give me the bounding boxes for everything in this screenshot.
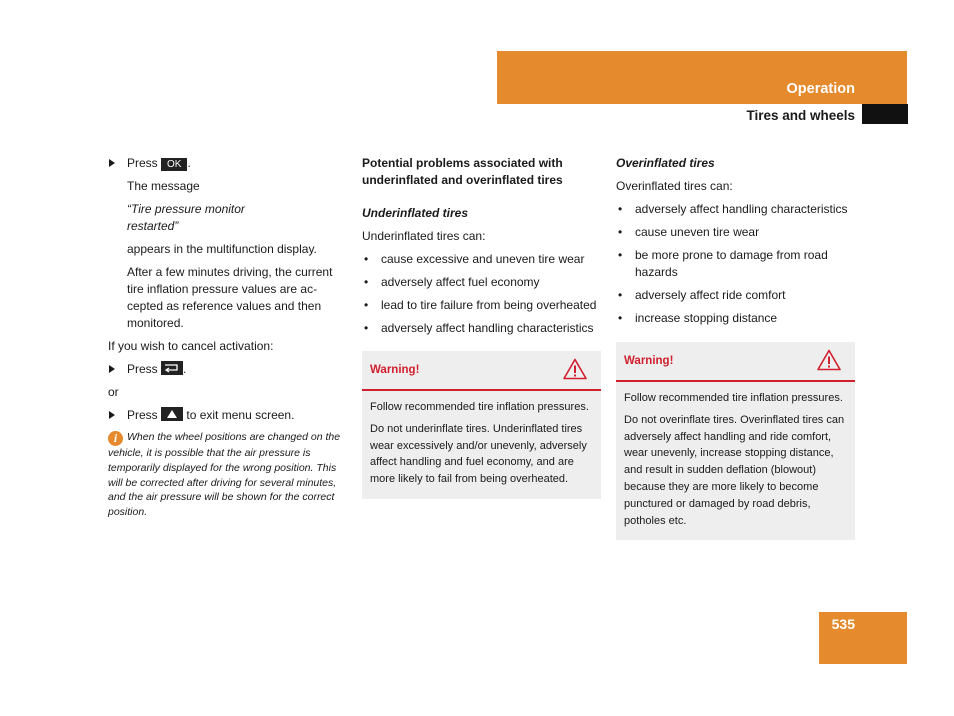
step-press-ok: Press OK . [108, 155, 348, 172]
warning-box [362, 351, 601, 499]
warning-body [362, 391, 601, 499]
warning-text: Follow recommended tire inflation pressures. [624, 392, 843, 404]
up-button-icon [161, 407, 183, 421]
list-item: • be more prone to damage from road hazards [618, 248, 828, 279]
warning-text: Do not overinflate tires. Overinflated tires can adversely affect handling and ride comfort, wear unevenly, increase stopping distance, and result in sudden deflation (blowout) because they are more likely to become punctured or damaged by road debris, potholes etc. [624, 413, 845, 527]
step-arrow-icon [109, 365, 115, 373]
back-button-icon [161, 361, 183, 375]
warning-triangle-icon [817, 349, 841, 376]
cancel-text: If you wish to cancel activation: [108, 339, 274, 353]
section-title: Operation [786, 81, 855, 97]
overinflated-intro: Overinflated tires can: [616, 179, 733, 193]
column-overinflated [616, 155, 856, 540]
overinflated-heading: Overinflated tires [616, 156, 715, 170]
list-item: • cause uneven tire wear [618, 225, 760, 239]
step-press-up: Press to exit menu screen. [108, 407, 348, 424]
warning-triangle-icon [563, 358, 587, 385]
warning-header [616, 342, 855, 382]
info-note-text: When the wheel positions are changed on the vehicle, it is possible that the air pressure is temporarily displayed for the wrong position. This will be corrected after driving for several minutes, and the air pressure will be shown for the correct position. [108, 431, 341, 519]
step-arrow-icon [109, 159, 115, 167]
ok-button-icon: OK [161, 158, 187, 171]
list-item: • lead to tire failure from being overheated [364, 298, 597, 312]
subsection-title: Tires and wheels [746, 108, 855, 123]
list-item: • adversely affect fuel economy [364, 275, 540, 289]
column-instructions [108, 155, 348, 520]
warning-title: Warning! [370, 364, 420, 376]
info-icon: i [108, 431, 123, 446]
or-text: or [108, 385, 119, 399]
warning-title: Warning! [624, 355, 674, 367]
problems-heading: Potential problems associated with underinflated and overinflated tires [362, 156, 563, 187]
step-press-back: Press . [108, 361, 348, 378]
section-tab-marker [862, 104, 908, 124]
display-message: “Tire pressure monitor restarted” [127, 202, 245, 233]
column-underinflated [362, 155, 602, 499]
warning-text: Follow recommended tire inflation pressures. [370, 401, 589, 413]
list-item: • cause excessive and uneven tire wear [364, 252, 585, 266]
underinflated-intro: Underinflated tires can: [362, 229, 486, 243]
warning-text: Do not underinflate tires. Underinflated tires wear excessively and/or unevenly, adversely affect handling and fuel economy, and are more likely to fail from being overheated. [370, 422, 587, 486]
list-item: • adversely affect handling characteristics [364, 321, 594, 335]
info-note [108, 430, 348, 520]
warning-box [616, 342, 855, 540]
warning-body [616, 382, 855, 540]
underinflated-heading: Underinflated tires [362, 206, 469, 220]
list-item: • increase stopping distance [618, 311, 778, 325]
page-number: 535 [831, 616, 855, 632]
step-arrow-icon [109, 411, 115, 419]
warning-header [362, 351, 601, 391]
list-item: • adversely affect handling characteristics [618, 202, 848, 216]
after-driving-text: After a few minutes driving, the current tire inflation pressure values are ac-cepted as reference values and then monitored. [127, 265, 333, 330]
appears-text: appears in the multifunction display. [127, 242, 317, 256]
message-intro: The message [127, 179, 200, 193]
list-item: • adversely affect ride comfort [618, 288, 786, 302]
